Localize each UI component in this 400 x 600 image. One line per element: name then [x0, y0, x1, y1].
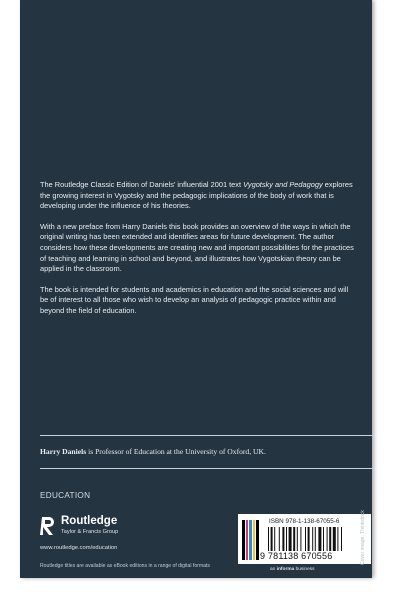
ebook-note: Routledge titles are available as eBook editions in a range of digital formats [40, 563, 210, 569]
color-bar-icon [242, 520, 260, 560]
barcode-digits: 9 781138 670556 [260, 551, 333, 561]
divider-top [40, 435, 374, 436]
author-description: is Professor of Education at the University of Oxford, UK. [86, 447, 266, 456]
publisher-name: Routledge [61, 515, 118, 527]
informa-suffix: business [294, 567, 315, 572]
subject-category: EDUCATION [40, 491, 91, 500]
book-title-italic: Vygotsky and Pedagogy [243, 180, 323, 189]
informa-tagline [270, 567, 315, 572]
author-name: Harry Daniels [40, 447, 87, 456]
blurb-paragraph-2: With a new preface from Harry Daniels this book provides an overview of the ways in which the original writing has been extended and identifies areas for future development. The author considers how these developments are creating new and important possibilities for the practices of teaching and learning in school and beyond, and illustrates how Vygotskian theory can be applied in the classroom. [40, 221, 354, 274]
publisher-group: Taylor & Francis Group [61, 529, 119, 535]
blurb-paragraph-1 [40, 180, 358, 212]
blurb-text: explores the growing interest in Vygotsky and the pedagogic implications of the body of work that is developing under the influence of his theories. [40, 180, 353, 211]
barcode-icon [268, 527, 363, 551]
informa-prefix: an [270, 567, 277, 572]
publisher-url: www.routledge.com/education [40, 545, 118, 551]
informa-name: informa [276, 567, 295, 572]
divider-bottom [40, 468, 374, 469]
routledge-logo-icon [40, 515, 56, 537]
cover-image-credit: Cover image: Thinkstock [360, 510, 366, 565]
author-bio [40, 447, 266, 456]
blurb [40, 180, 358, 327]
isbn-label: ISBN 978-1-138-67055-6 [269, 518, 340, 525]
blurb-text: The Routledge Classic Edition of Daniels’ influential 2001 text [40, 180, 244, 189]
back-cover [20, 0, 372, 578]
blurb-paragraph-3: The book is intended for students and academics in education and the social sciences and will be of interest to all those who wish to develop an analysis of pedagogic practice within and beyond the field of education. [40, 284, 349, 315]
